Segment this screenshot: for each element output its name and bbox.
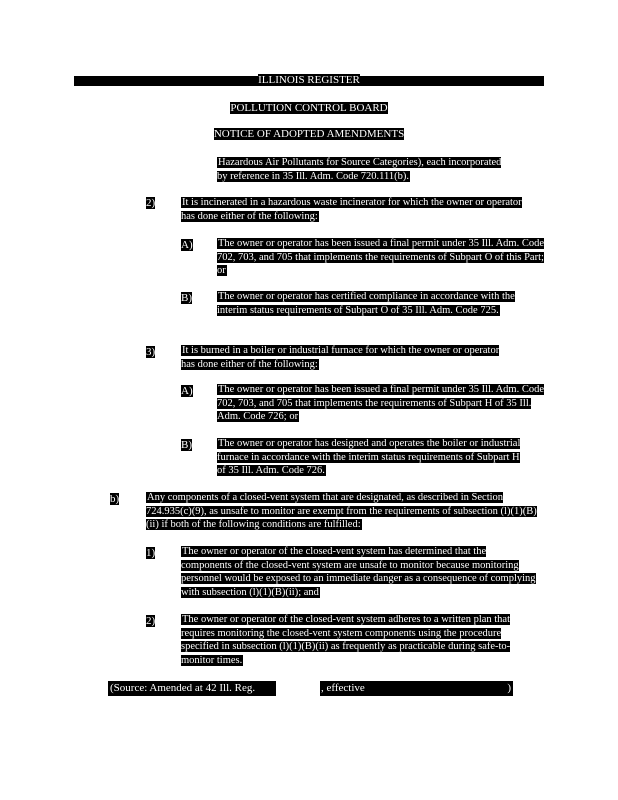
header-line1: ILLINOIS REGISTER	[258, 74, 360, 86]
subitem-label: A)	[181, 239, 193, 251]
subitem-label: A)	[181, 385, 193, 397]
subitem-label: 2)	[146, 615, 156, 627]
section-label: b)	[110, 493, 120, 505]
header-register	[74, 74, 544, 86]
section-text: Any components of a closed-vent system that are designated, as described in Section 724.935(c)(9), as unsafe to monitor are exempt from the requirements of subsection (l)(1)(B)(ii) if both of the following conditions are fulfilled:	[146, 492, 537, 531]
header-board	[74, 102, 544, 114]
subitem-text: The owner or operator of the closed-vent system has determined that the components of the closed-vent system are unsafe to monitor because monitoring personnel would be exposed to an immediate danger as a consequence of complying with subsection (l)(1)(B)(ii); and	[181, 546, 536, 598]
subitem-text: The owner or operator has been issued a final permit under 35 Ill. Adm. Code 702, 703, and 705 that implements the requirements of Subpart O of this Part; or	[217, 238, 544, 277]
source-note	[108, 681, 513, 696]
source-effective: , effective	[321, 682, 365, 694]
item-text: It is incinerated in a hazardous waste incinerator for which the owner or operator has done either of the following:	[181, 197, 522, 222]
item-label: 2)	[146, 197, 156, 209]
subitem-text: The owner or operator has been issued a final permit under 35 Ill. Adm. Code 702, 703, and 705 that implements the requirements of Subpart H of 35 Ill. Adm. Code 726; or	[217, 384, 544, 423]
source-prefix: (Source: Amended at 42 Ill. Reg.	[110, 682, 256, 694]
subitem-text: The owner or operator of the closed-vent system adheres to a written plan that requires monitoring the closed-vent system components using the procedure specified in subsection (l)(1)(B)(ii) as frequently as practicable during safe-to-monitor times.	[181, 614, 511, 666]
subitem-text: The owner or operator has certified compliance in accordance with the interim status requirements of Subpart O of 35 Ill. Adm. Code 725.	[217, 291, 515, 316]
subitem-label: 1)	[146, 547, 156, 559]
source-suffix: )	[507, 682, 511, 694]
intro-paragraph: Hazardous Air Pollutants for Source Categories), each incorporated by reference in 35 Ill. Adm. Code 720.111(b).	[217, 157, 502, 182]
header-notice	[74, 128, 544, 140]
source-blank-reg	[276, 681, 320, 696]
subitem-label: B)	[181, 439, 192, 451]
item-label: 3)	[146, 346, 156, 358]
header-line2: POLLUTION CONTROL BOARD	[230, 102, 388, 114]
subitem-label: B)	[181, 292, 192, 304]
header-line3: NOTICE OF ADOPTED AMENDMENTS	[213, 128, 405, 140]
item-text: It is burned in a boiler or industrial furnace for which the owner or operator has done either of the following:	[181, 345, 500, 370]
subitem-text: The owner or operator has designed and operates the boiler or industrial furnace in accordance with the interim status requirements of Subpart H of 35 Ill. Adm. Code 726.	[217, 438, 521, 477]
